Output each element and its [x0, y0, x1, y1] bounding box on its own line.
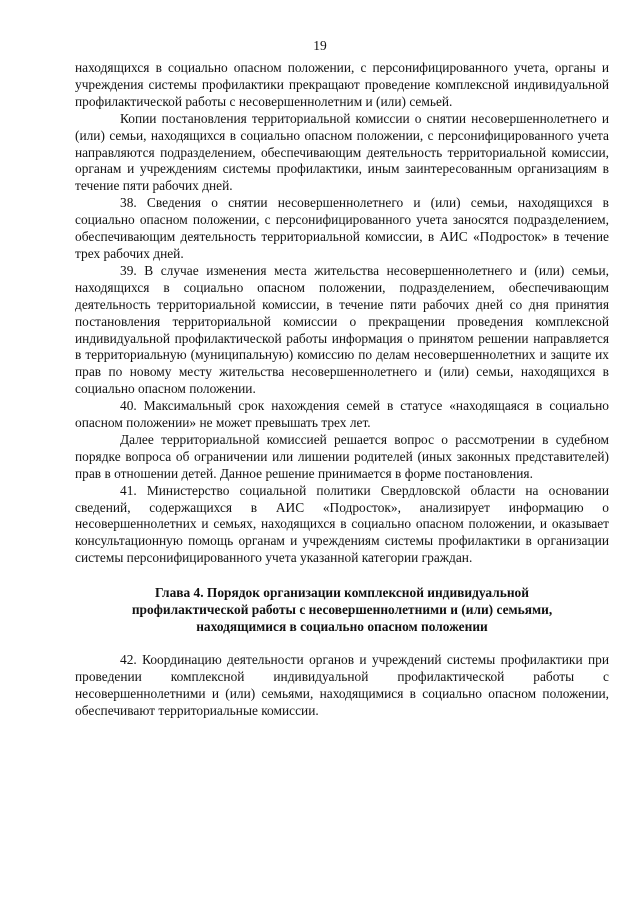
chapter-heading-line-2: профилактической работы с несовершеннолетними и (или) семьями,	[131, 602, 553, 618]
chapter-heading	[115, 584, 569, 635]
paragraph-continuation: находящихся в социально опасном положении, с персонифицированного учета, органы и учреждения системы профилактики прекращают проведение комплексной индивидуальной профилактической работы с несовершеннолетним и (или) семьей.	[75, 60, 609, 109]
paragraph-38: 38. Сведения о снятии несовершеннолетнего и (или) семьи, находящихся в социально опасном положении, с персонифицированного учета заносятся подразделением, обеспечивающим деятельность территориальной комиссии, в АИС «Подросток» в течение трех рабочих дней.	[75, 195, 609, 261]
paragraph-40: 40. Максимальный срок нахождения семей в статусе «находящаяся в социально опасном положении» не может превышать трех лет.	[75, 398, 609, 431]
page-number: 19	[313, 38, 327, 53]
paragraph-copies: Копии постановления территориальной комиссии о снятии несовершеннолетнего и (или) семьи, находящихся в социально опасном положении, с персонифицированного учета направляются подразделением, обеспечивающим деятельность территориальной комиссии, органам и учреждениям системы профилактики, иным заинтересованным организациям в течение пяти рабочих дней.	[75, 110, 609, 194]
chapter-heading-line-1: Глава 4. Порядок организации комплексной индивидуальной	[155, 585, 529, 601]
paragraph-42: 42. Координацию деятельности органов и учреждений системы профилактики при проведении комплексной индивидуальной профилактической работы с несовершеннолетними и (или) семьями, находящимися в социально опасном положении, обеспечивают территориальные комиссии.	[75, 652, 609, 718]
document-body	[75, 60, 609, 720]
chapter-heading-line-3: находящимися в социально опасном положении	[196, 619, 488, 635]
paragraph-41: 41. Министерство социальной политики Свердловской области на основании сведений, содержащихся в АИС «Подросток», анализирует информацию о несовершеннолетних и семьях, находящихся в социально опасном положении, и оказывает консультационную помощь органам и учреждениям системы профилактики в организации системы персонифицированного учета указанной категории граждан.	[75, 482, 609, 566]
paragraph-39: 39. В случае изменения места жительства несовершеннолетнего и (или) семьи, находящихся в социально опасном положении, подразделением, обеспечивающим деятельность территориальной комиссии, в течение пяти рабочих дней со дня принятия постановления территориальной комиссии о прекращении проведения комплексной индивидуальной профилактической работы информация о принятом решении направляется в территориальную (муниципальную) комиссию по делам несовершеннолетних и защите их прав по новому месту жительства несовершеннолетнего и (или) семьи, находящихся в социально опасном положении.	[75, 262, 609, 397]
paragraph-40-continued: Далее территориальной комиссией решается вопрос о рассмотрении в судебном порядке вопроса об ограничении или лишении родителей (иных законных представителей) прав в отношении детей. Данное решение принимается в форме постановления.	[75, 431, 609, 481]
